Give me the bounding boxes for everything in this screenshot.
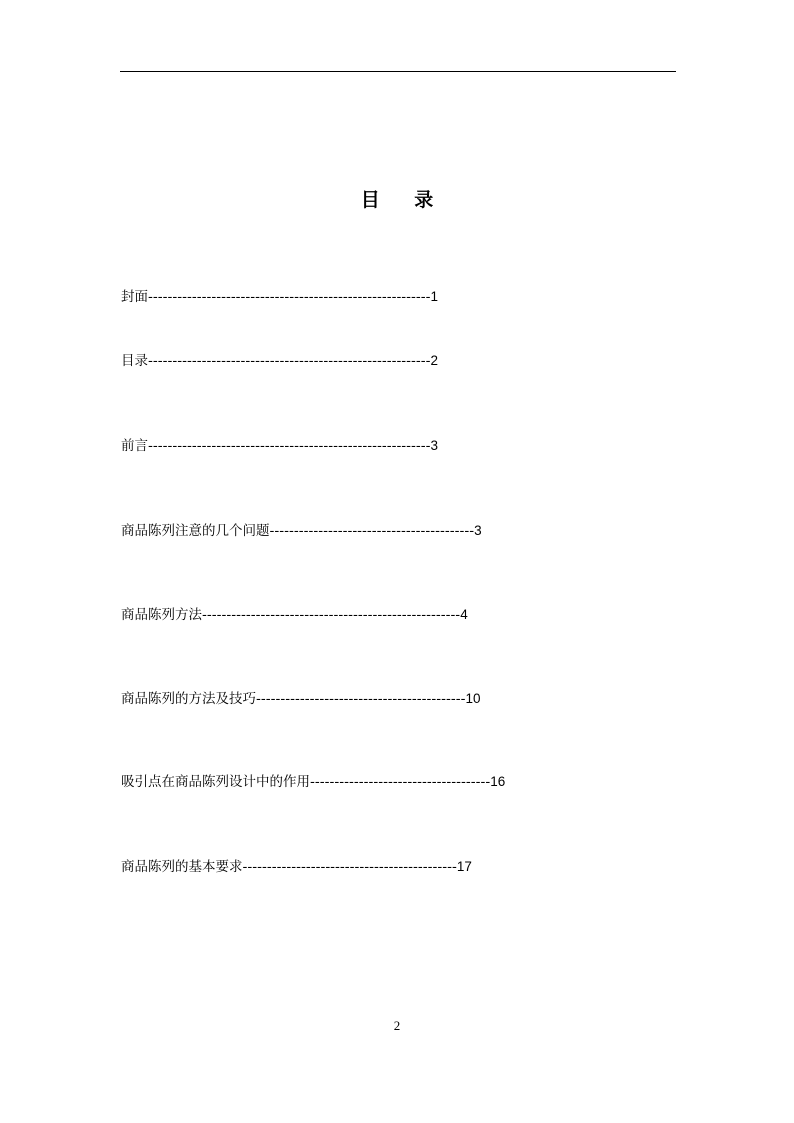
- toc-entry-preface[interactable]: [121, 436, 438, 456]
- toc-entry-page: 3: [430, 438, 439, 453]
- toc-entry-leader: ----------------------------------------------------------: [148, 353, 431, 369]
- toc-entry-label: 目录: [121, 353, 148, 369]
- toc-entry-contents[interactable]: [121, 351, 438, 371]
- toc-entry-methods-and-techniques[interactable]: [121, 689, 481, 709]
- toc-entry-cover[interactable]: [121, 287, 438, 307]
- toc-entry-page: 2: [430, 353, 439, 368]
- toc-entry-label: 封面: [121, 289, 148, 305]
- footer-page-number: 2: [393, 1018, 401, 1033]
- toc-entry-attraction-points[interactable]: [121, 772, 505, 792]
- toc-entry-page: 1: [430, 289, 439, 304]
- toc-entry-page: 10: [465, 691, 481, 706]
- toc-entry-label: 商品陈列注意的几个问题: [121, 523, 270, 539]
- toc-entry-label: 商品陈列的基本要求: [121, 859, 243, 875]
- toc-entry-page: 3: [474, 523, 482, 538]
- header-rule: [120, 71, 676, 72]
- toc-entry-basic-requirements[interactable]: [121, 857, 472, 877]
- toc-entry-label: 前言: [121, 438, 148, 454]
- toc-entry-leader: -------------------------------------: [310, 774, 491, 790]
- toc-entry-display-issues[interactable]: [121, 521, 482, 541]
- toc-entry-label: 商品陈列的方法及技巧: [121, 691, 256, 707]
- toc-entry-display-methods[interactable]: [121, 605, 468, 625]
- toc-entry-leader: ----------------------------------------------------------: [148, 289, 431, 305]
- toc-entry-leader: ----------------------------------------------------------: [148, 438, 431, 454]
- toc-entry-page: 17: [456, 859, 472, 874]
- page-title: 目 录: [360, 189, 448, 211]
- toc-entry-leader: -----------------------------------------------------: [202, 607, 461, 623]
- toc-entry-page: 4: [460, 607, 468, 622]
- toc-entry-leader: --------------------------------------------: [242, 859, 457, 875]
- toc-entry-leader: -------------------------------------------: [256, 691, 466, 707]
- toc-entry-label: 吸引点在商品陈列设计中的作用: [121, 774, 310, 790]
- toc-entry-leader: ------------------------------------------: [269, 523, 475, 539]
- toc-entry-page: 16: [490, 774, 506, 789]
- toc-entry-label: 商品陈列方法: [121, 607, 202, 623]
